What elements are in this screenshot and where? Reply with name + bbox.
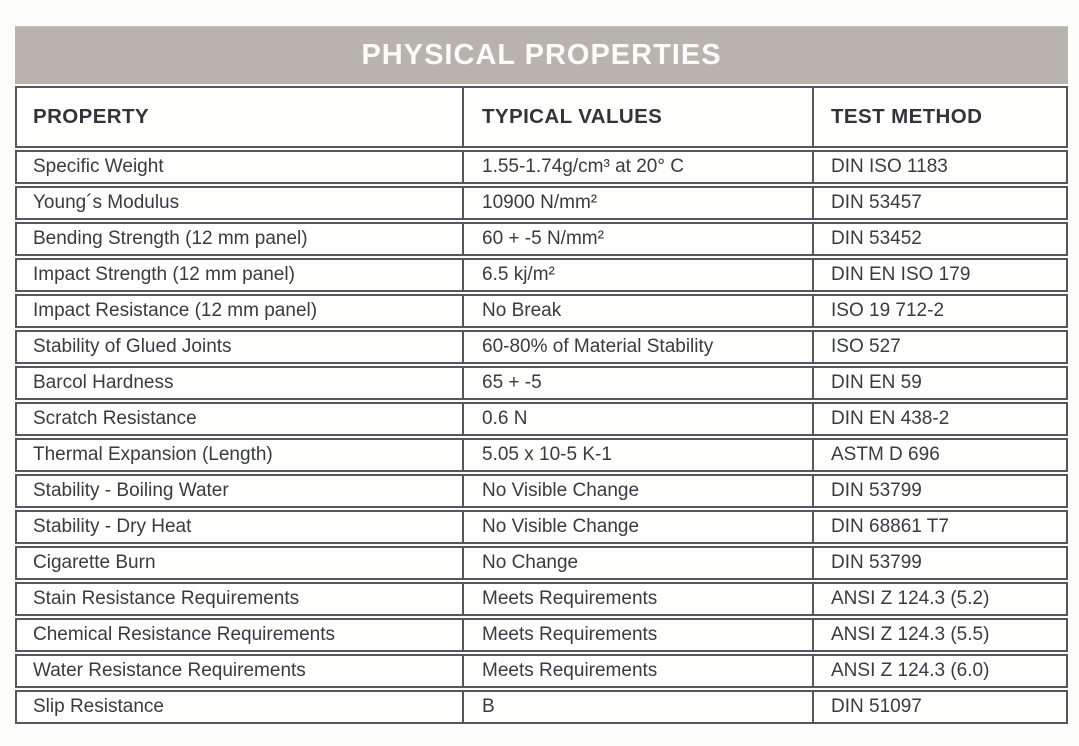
property-cell: Bending Strength (12 mm panel) [33, 228, 308, 249]
value-cell: 65 + -5 [462, 368, 812, 398]
property-cell: Thermal Expansion (Length) [33, 444, 273, 465]
property-cell: Stability - Boiling Water [33, 480, 229, 501]
value-cell: Meets Requirements [462, 620, 812, 650]
table-row [15, 366, 1068, 400]
property-cell: Young´s Modulus [33, 192, 180, 213]
value-cell: Meets Requirements [462, 656, 812, 686]
property-cell: Specific Weight [33, 156, 164, 177]
method-cell: ASTM D 696 [812, 440, 1066, 470]
value-cell: 60-80% of Material Stability [462, 332, 812, 362]
method-cell: DIN EN 438-2 [812, 404, 1066, 434]
property-cell: Impact Strength (12 mm panel) [33, 264, 295, 285]
value-cell: No Break [462, 296, 812, 326]
value-cell: No Change [462, 548, 812, 578]
table-row [15, 222, 1068, 256]
table-row [15, 654, 1068, 688]
method-cell: DIN ISO 1183 [812, 152, 1066, 182]
property-cell: Chemical Resistance Requirements [33, 624, 336, 645]
physical-properties-table [15, 26, 1068, 726]
column-header-property: PROPERTY [33, 105, 149, 128]
method-cell: DIN EN ISO 179 [812, 260, 1066, 290]
table-row [15, 294, 1068, 328]
property-cell: Barcol Hardness [33, 372, 174, 393]
method-cell: DIN 53799 [812, 548, 1066, 578]
property-cell: Scratch Resistance [33, 408, 197, 429]
method-cell: DIN EN 59 [812, 368, 1066, 398]
table-row [15, 402, 1068, 436]
property-cell: Slip Resistance [33, 696, 164, 717]
table-row [15, 258, 1068, 292]
table-header-row [15, 86, 1068, 148]
method-cell: ISO 19 712-2 [812, 296, 1066, 326]
value-cell: No Visible Change [462, 476, 812, 506]
method-cell: ANSI Z 124.3 (6.0) [812, 656, 1066, 686]
table-title-band [15, 26, 1068, 84]
property-cell: Cigarette Burn [33, 552, 156, 573]
table-row [15, 546, 1068, 580]
table-title: PHYSICAL PROPERTIES [361, 39, 722, 71]
table-row [15, 330, 1068, 364]
table-row [15, 582, 1068, 616]
value-cell: Meets Requirements [462, 584, 812, 614]
property-cell: Stability - Dry Heat [33, 516, 192, 537]
property-cell: Water Resistance Requirements [33, 660, 306, 681]
table-row [15, 690, 1068, 724]
table-row [15, 474, 1068, 508]
method-cell: DIN 53452 [812, 224, 1066, 254]
value-cell: No Visible Change [462, 512, 812, 542]
value-cell: 60 + -5 N/mm² [462, 224, 812, 254]
value-cell: 5.05 x 10-5 K-1 [462, 440, 812, 470]
column-header-test-method: TEST METHOD [812, 88, 1066, 146]
property-cell: Stability of Glued Joints [33, 336, 232, 357]
method-cell: ISO 527 [812, 332, 1066, 362]
value-cell: 0.6 N [462, 404, 812, 434]
method-cell: DIN 51097 [812, 692, 1066, 722]
method-cell: DIN 68861 T7 [812, 512, 1066, 542]
method-cell: ANSI Z 124.3 (5.5) [812, 620, 1066, 650]
table-row [15, 438, 1068, 472]
table-row [15, 150, 1068, 184]
method-cell: DIN 53799 [812, 476, 1066, 506]
value-cell: B [462, 692, 812, 722]
method-cell: ANSI Z 124.3 (5.2) [812, 584, 1066, 614]
column-header-typical-values: TYPICAL VALUES [462, 88, 812, 146]
table-row [15, 186, 1068, 220]
table-body [15, 150, 1068, 724]
table-row [15, 510, 1068, 544]
property-cell: Stain Resistance Requirements [33, 588, 300, 609]
value-cell: 1.55-1.74g/cm³ at 20° C [462, 152, 812, 182]
value-cell: 10900 N/mm² [462, 188, 812, 218]
property-cell: Impact Resistance (12 mm panel) [33, 300, 318, 321]
table-row [15, 618, 1068, 652]
method-cell: DIN 53457 [812, 188, 1066, 218]
value-cell: 6.5 kj/m² [462, 260, 812, 290]
